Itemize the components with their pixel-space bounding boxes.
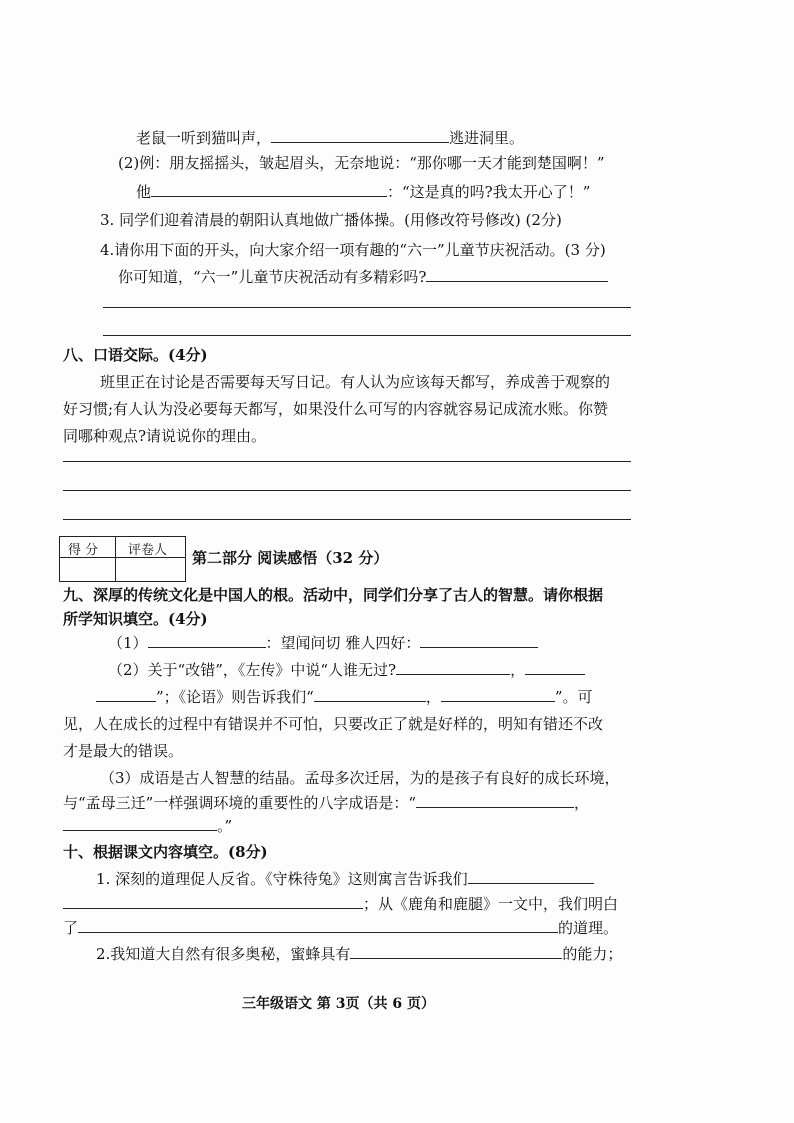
fill-line: （2）关于“改错”，《左传》中说“人谁无过? ， <box>108 660 585 680</box>
answer-blank[interactable] <box>63 816 217 831</box>
answer-blank[interactable] <box>63 894 363 909</box>
paragraph-line: 才是最大的错误。 <box>63 742 184 760</box>
answer-blank[interactable] <box>271 128 449 143</box>
answer-line[interactable] <box>63 490 631 491</box>
section-10-title: 十、根据课文内容填空。(8分) <box>63 843 268 861</box>
answer-blank[interactable] <box>151 182 387 197</box>
answer-blank[interactable] <box>416 793 574 808</box>
section-9-title-cont: 所学知识填空。(4分) <box>63 610 208 628</box>
score-label: 得 分 <box>68 543 99 558</box>
answer-blank[interactable] <box>468 869 594 884</box>
answer-blank[interactable] <box>148 633 266 648</box>
score-box <box>59 536 186 582</box>
sentence-line: 老鼠一听到猫叫声， 逃进洞里。 <box>136 129 525 147</box>
paragraph-line: （3）成语是古人智慧的结晶。孟母多次迁居，为的是孩子有良好的成长环境， <box>100 769 620 787</box>
fill-line: ；从《鹿角和鹿腿》一文中，我们明白 <box>63 894 618 914</box>
question-4-prompt: 你可知道，“六一”儿童节庆祝活动有多精彩吗? <box>118 267 608 287</box>
answer-line[interactable] <box>103 307 631 308</box>
paragraph-line: 班里正在讨论是否需要每天写日记。有人认为应该每天都写，养成善于观察的 <box>100 373 611 391</box>
answer-blank[interactable] <box>441 687 555 702</box>
section-8-title: 八、口语交际。(4分) <box>63 346 208 364</box>
answer-blank[interactable] <box>350 944 562 959</box>
paragraph-line: 好习惯;有人认为没必要每天都写，如果没什么可写的内容就容易记成流水账。你赞 <box>63 400 609 418</box>
fill-line: 了 的道理。 <box>63 919 619 937</box>
example-line: (2)例：朋友摇摇头，皱起眉头，无奈地说：“那你哪一天才能到楚国啊！” <box>118 154 605 172</box>
paragraph-line: 见，人在成长的过程中有错误并不可怕，只要改正了就是好样的，明知有错还不改 <box>63 715 604 733</box>
part-2-title: 第二部分 阅读感悟（32 分） <box>192 549 389 567</box>
answer-line[interactable] <box>63 519 631 520</box>
grader-label: 评卷人 <box>128 543 168 558</box>
fill-line: ”；《论语》则告诉我们“ ， ”。可 <box>96 687 593 707</box>
fill-line: 。” <box>63 816 232 836</box>
answer-line[interactable] <box>63 461 631 462</box>
answer-line[interactable] <box>103 335 631 336</box>
answer-blank[interactable] <box>396 660 510 675</box>
answer-blank[interactable] <box>426 267 608 282</box>
paragraph-line: 同哪种观点?请说说你的理由。 <box>63 427 267 445</box>
page-footer: 三年级语文 第 3页（共 6 页） <box>242 996 435 1012</box>
fill-line: （1） ：望闻问切 雅人四好： <box>108 633 538 653</box>
answer-blank[interactable] <box>314 687 426 702</box>
fill-line: 2.我知道大自然有很多奥秘，蜜蜂具有 的能力； <box>96 945 623 963</box>
answer-blank[interactable] <box>420 633 538 648</box>
answer-blank[interactable] <box>525 660 585 675</box>
section-9-title: 九、深厚的传统文化是中国人的根。活动中，同学们分享了古人的智慧。请你根据 <box>63 586 604 604</box>
answer-blank[interactable] <box>96 687 156 702</box>
fill-line: 与“孟母三迁”一样强调环境的重要性的八字成语是：“ ， <box>63 794 590 812</box>
sentence-line: 他 ：“这是真的吗?我太开心了！” <box>136 183 591 201</box>
answer-blank[interactable] <box>78 918 558 933</box>
question-3: 3. 同学们迎着清晨的朝阳认真地做广播体操。(用修改符号修改) (2分) <box>100 211 562 229</box>
fill-line: 1. 深刻的道理促人反省。《守株待兔》这则寓言告诉我们 <box>96 869 594 889</box>
question-4: 4.请你用下面的开头，向大家介绍一项有趣的“六一”儿童节庆祝活动。(3 分) <box>100 241 606 259</box>
